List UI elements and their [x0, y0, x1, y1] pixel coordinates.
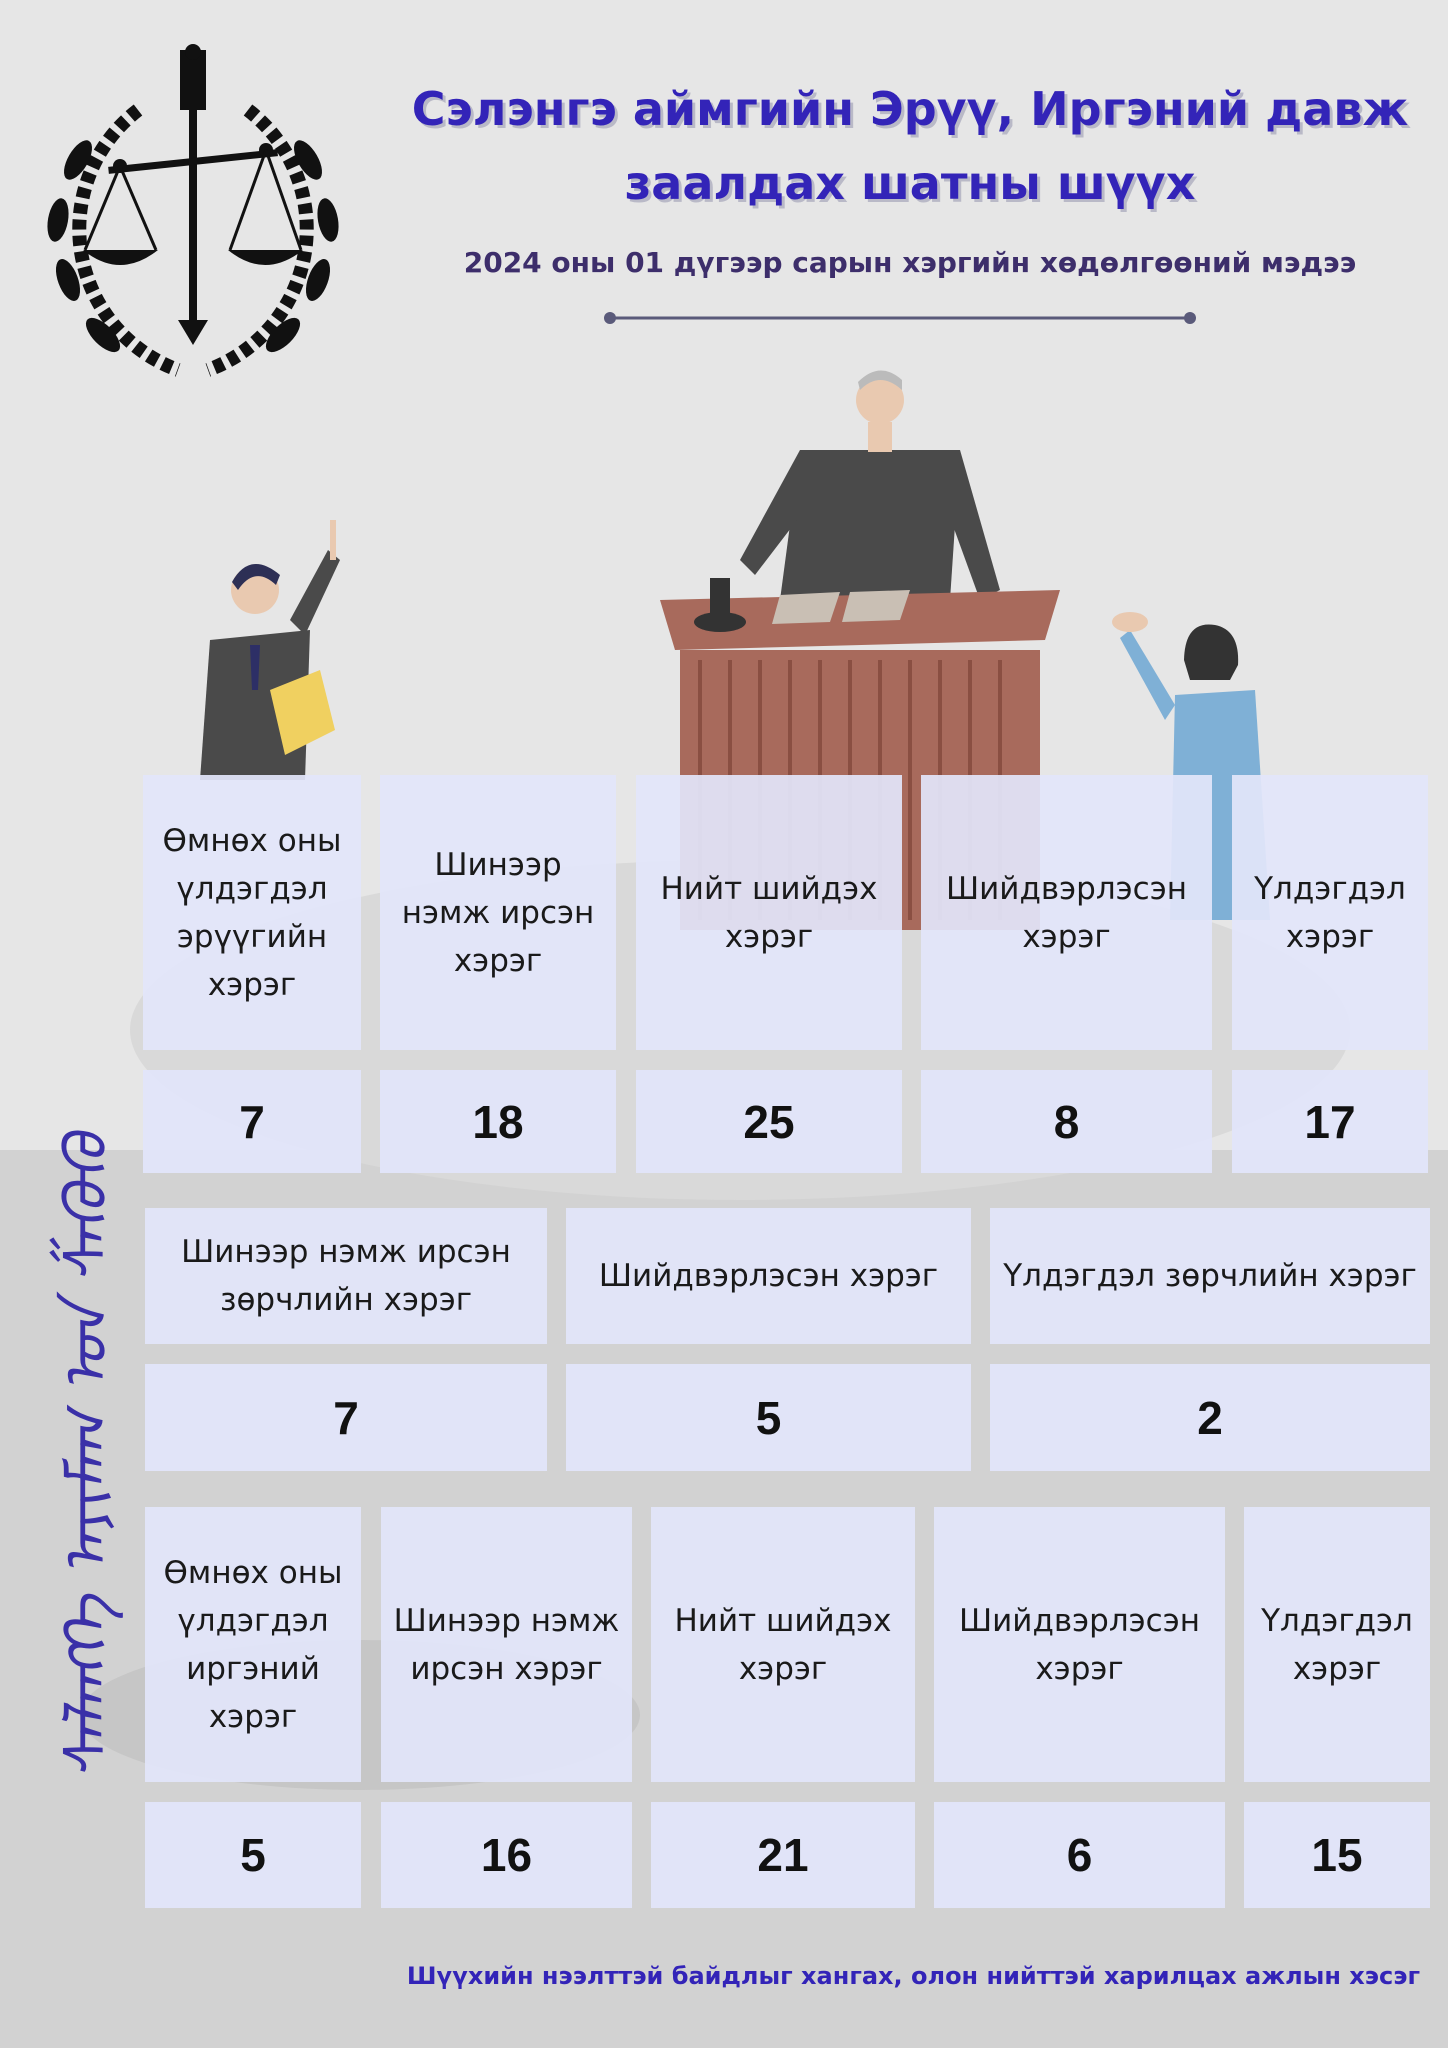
judge-figure — [740, 370, 1000, 600]
criminal-value-new-cases: 18 — [380, 1070, 616, 1173]
lawyer-man-figure — [200, 520, 340, 780]
violation-value-decided: 5 — [566, 1364, 971, 1471]
criminal-header-new-cases: Шинээр нэмж ирсэн хэрэг — [380, 775, 616, 1050]
criminal-header-prior-remaining: Өмнөх оны үлдэгдэл эрүүгийн хэрэг — [143, 775, 361, 1050]
violation-value-remaining: 2 — [990, 1364, 1430, 1471]
page-subtitle: 2024 оны 01 дүгээр сарын хэргийн хөдөлгөөний мэдээ — [463, 246, 1357, 279]
civil-header-total-to-decide: Нийт шийдэх хэрэг — [651, 1507, 915, 1782]
criminal-value-total-to-decide: 25 — [636, 1070, 902, 1173]
criminal-header-decided: Шийдвэрлэсэн хэрэг — [921, 775, 1212, 1050]
civil-value-total-to-decide: 21 — [651, 1802, 915, 1908]
court-emblem-logo — [28, 40, 358, 400]
violation-header-decided: Шийдвэрлэсэн хэрэг — [566, 1208, 971, 1344]
criminal-value-prior-remaining: 7 — [143, 1070, 361, 1173]
civil-value-remaining: 15 — [1244, 1802, 1430, 1908]
violation-header-remaining: Үлдэгдэл зөрчлийн хэрэг — [990, 1208, 1430, 1344]
civil-header-decided: Шийдвэрлэсэн хэрэг — [934, 1507, 1225, 1782]
violation-value-new: 7 — [145, 1364, 547, 1471]
footer-credit: Шүүхийн нээлттэй байдлыг хангах, олон нийттэй харилцах ажлын хэсэг — [406, 1962, 1420, 1990]
civil-header-remaining: Үлдэгдэл хэрэг — [1244, 1507, 1430, 1782]
vertical-mongolian-script: ᠰᠡᠯᠡᠩᠭᠡ ᠠᠶᠢᠮᠠᠭ ᠤᠨ ᠱᠡᠭᠦᠬᠦ — [52, 1133, 122, 1780]
page-title: Сэлэнгэ аймгийн Эрүү, Иргэний давж заалдах шатны шүүх — [411, 82, 1409, 210]
civil-value-decided: 6 — [934, 1802, 1225, 1908]
criminal-value-remaining: 17 — [1232, 1070, 1428, 1173]
divider-line — [600, 306, 1200, 330]
violation-header-new: Шинээр нэмж ирсэн зөрчлийн хэрэг — [145, 1208, 547, 1344]
criminal-value-decided: 8 — [921, 1070, 1212, 1173]
civil-header-prior-remaining: Өмнөх оны үлдэгдэл иргэний хэрэг — [145, 1507, 361, 1782]
civil-value-prior-remaining: 5 — [145, 1802, 361, 1908]
criminal-header-remaining: Үлдэгдэл хэрэг — [1232, 775, 1428, 1050]
civil-value-new-cases: 16 — [381, 1802, 632, 1908]
criminal-header-total-to-decide: Нийт шийдэх хэрэг — [636, 775, 902, 1050]
civil-header-new-cases: Шинээр нэмж ирсэн хэрэг — [381, 1507, 632, 1782]
